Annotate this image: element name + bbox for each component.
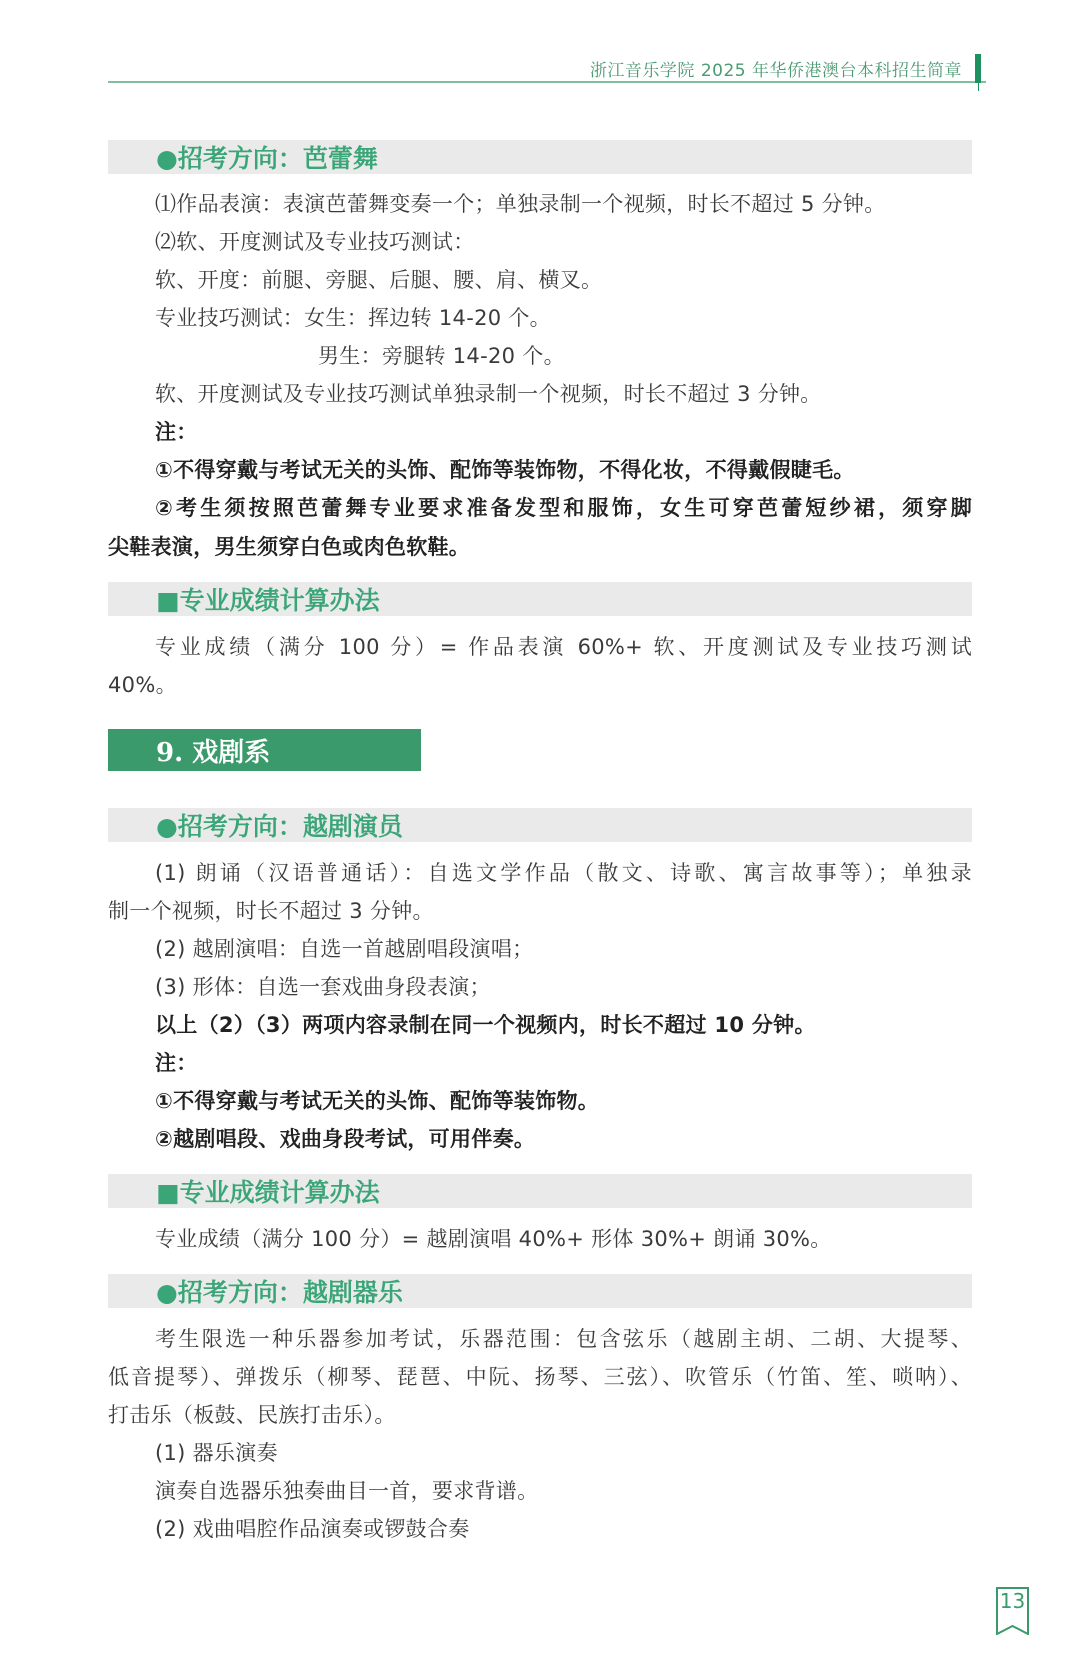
department-heading-drama — [108, 729, 421, 771]
yueju-score-line: 专业成绩（满分 100 分）= 越剧演唱 40%+ 形体 30%+ 朗诵 30%。 — [155, 1227, 832, 1251]
yueju-actor-note-label: 注： — [155, 1051, 198, 1075]
ballet-line: 男生：旁腿转 14-20 个。 — [318, 344, 565, 368]
yueju-music-line: 演奏自选器乐独奏曲目一首，要求背谱。 — [155, 1479, 539, 1503]
ballet-line: 专业技巧测试：女生：挥边转 14-20 个。 — [155, 306, 551, 330]
ballet-line: ⑵软、开度测试及专业技巧测试： — [155, 230, 475, 254]
yueju-actor-note: ②越剧唱段、戏曲身段考试，可用伴奏。 — [155, 1127, 536, 1151]
yueju-music-line: 打击乐（板鼓、民族打击乐）。 — [108, 1403, 396, 1427]
ballet-line: 软、开度：前腿、旁腿、后腿、腰、肩、横叉。 — [155, 268, 603, 292]
section-heading-text: ●招考方向：越剧演员 — [156, 812, 403, 841]
department-heading-text: 9. 戏剧系 — [156, 737, 271, 768]
yueju-music-line: (2) 戏曲唱腔作品演奏或锣鼓合奏 — [155, 1517, 470, 1541]
section-heading-text: ●招考方向：芭蕾舞 — [156, 144, 378, 173]
section-heading-yueju-score — [108, 1174, 972, 1208]
header-rule — [108, 81, 986, 83]
section-heading-text: ●招考方向：越剧器乐 — [156, 1278, 403, 1307]
section-heading-yueju-music — [108, 1274, 972, 1308]
section-heading-ballet-score — [108, 582, 972, 616]
yueju-music-line: 低音提琴）、弹拨乐（柳琴、琵琶、中阮、扬琴、三弦）、吹管乐（竹笛、笙、唢呐）、 — [108, 1365, 972, 1389]
running-header-title: 浙江音乐学院 2025 年华侨港澳台本科招生简章 — [589, 61, 962, 81]
ballet-score-line: 专业成绩（满分 100 分）= 作品表演 60%+ 软、开度测试及专业技巧测试 — [155, 635, 972, 659]
section-heading-text: ■专业成绩计算办法 — [156, 1178, 380, 1207]
ballet-note: ②考生须按照芭蕾舞专业要求准备发型和服饰，女生可穿芭蕾短纱裙，须穿脚 — [155, 496, 972, 520]
ballet-score-line: 40%。 — [108, 673, 177, 697]
page-number-ribbon-icon — [996, 1621, 1029, 1635]
yueju-actor-line: (3) 形体：自选一套戏曲身段表演； — [155, 975, 491, 999]
section-heading-ballet — [108, 140, 972, 174]
section-heading-text: ■专业成绩计算办法 — [156, 586, 380, 615]
ballet-note: 尖鞋表演，男生须穿白色或肉色软鞋。 — [108, 535, 471, 559]
ballet-note-label: 注： — [155, 420, 198, 444]
header-accent-bar — [975, 54, 981, 83]
yueju-actor-line: 制一个视频，时长不超过 3 分钟。 — [108, 899, 434, 923]
ballet-line: ⑴作品表演：表演芭蕾舞变奏一个；单独录制一个视频，时长不超过 5 分钟。 — [155, 192, 886, 216]
yueju-music-line: 考生限选一种乐器参加考试，乐器范围：包含弦乐（越剧主胡、二胡、大提琴、 — [155, 1327, 972, 1351]
yueju-actor-line: (1) 朗诵（汉语普通话）：自选文学作品（散文、诗歌、寓言故事等）；单独录 — [155, 861, 972, 885]
yueju-actor-note: ①不得穿戴与考试无关的头饰、配饰等装饰物。 — [155, 1089, 600, 1113]
ballet-note: ①不得穿戴与考试无关的头饰、配饰等装饰物，不得化妆，不得戴假睫毛。 — [155, 458, 855, 482]
yueju-actor-bold-line: 以上（2）（3）两项内容录制在同一个视频内，时长不超过 10 分钟。 — [155, 1013, 816, 1037]
section-heading-yueju-actor — [108, 808, 972, 842]
yueju-actor-line: (2) 越剧演唱：自选一首越剧唱段演唱； — [155, 937, 534, 961]
header-accent-tick — [978, 83, 979, 91]
ballet-line: 软、开度测试及专业技巧测试单独录制一个视频，时长不超过 3 分钟。 — [155, 382, 822, 406]
yueju-music-line: (1) 器乐演奏 — [155, 1441, 278, 1465]
page-number: 13 — [996, 1587, 1029, 1621]
